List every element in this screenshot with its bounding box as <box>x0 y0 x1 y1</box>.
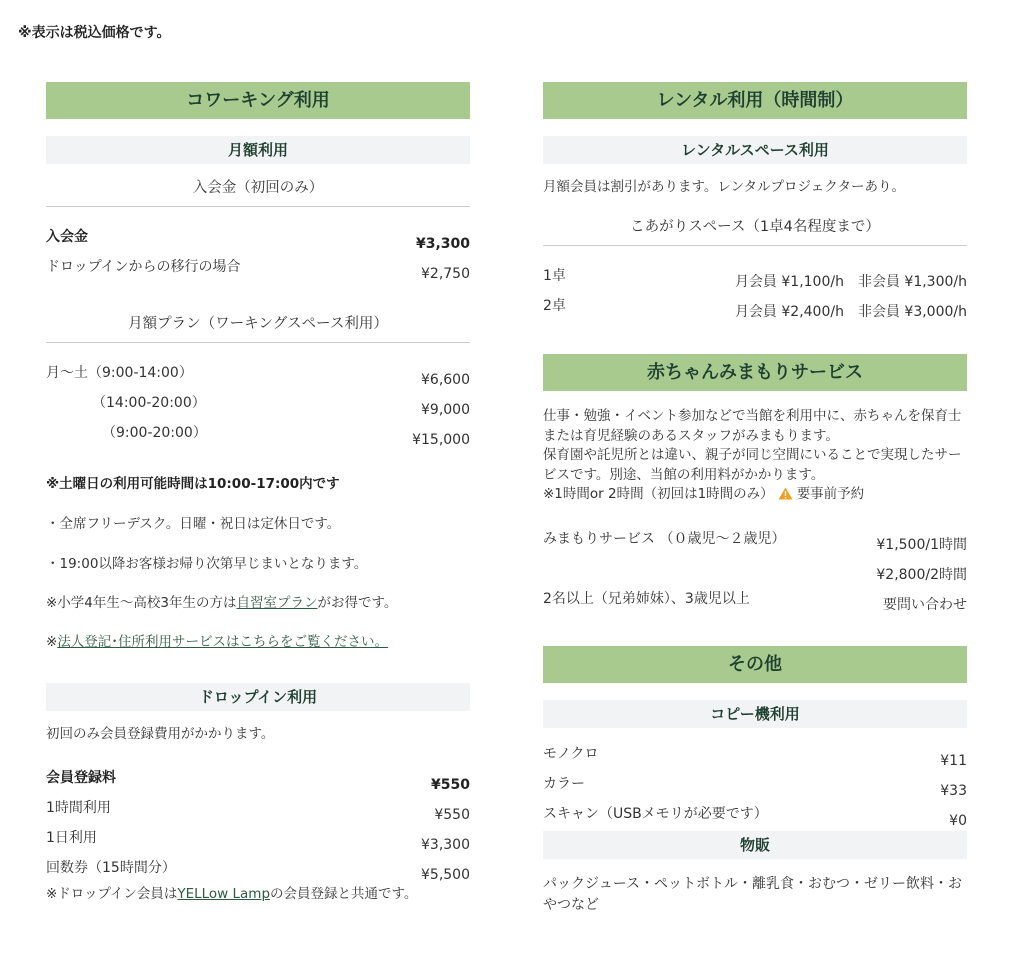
baby-label: 2名以上（兄弟姉妹）、3歳児以上 <box>543 591 750 607</box>
baby-value: ¥1,500/1時間 <box>876 537 967 553</box>
dropin-title: ドロップイン利用 <box>46 683 470 711</box>
dropin-value: ¥5,500 <box>421 867 470 883</box>
plan-value: ¥9,000 <box>421 402 470 418</box>
dropin-label: 回数券（15時間分） <box>46 860 176 876</box>
baby-row <box>543 586 967 616</box>
plan-row <box>46 420 470 450</box>
baby-row <box>543 556 967 586</box>
corporate-registration-link[interactable]: 法人登記･住所利用サービスはこちらをご覧ください。 <box>57 634 389 650</box>
koagari-list <box>543 263 967 323</box>
student-note-suffix: がお得です。 <box>317 595 398 611</box>
koagari-header: こあがりスペース（1卓4名程度まで） <box>543 215 967 246</box>
entry-label: ドロップインからの移行の場合 <box>46 259 241 275</box>
plan-label: （14:00-20:00） <box>92 395 206 411</box>
entry-row <box>46 254 470 284</box>
baby-desc2: 保育園や託児所とは違い、親子が同じ空間にいることで実現したサービスです。別途、当館の利用料がかかります。 <box>543 447 962 483</box>
koagari-row <box>543 263 967 293</box>
copy-label: カラー <box>543 776 585 792</box>
copy-row <box>543 771 967 801</box>
student-note-prefix: ※小学4年生〜高校3年生の方は <box>46 595 237 611</box>
rental-title: レンタル利用（時間制） <box>543 82 967 119</box>
warning-icon <box>778 486 793 506</box>
baby-desc3-prefix: ※1時間or 2時間（初回は1時間のみ） <box>543 486 774 502</box>
rental-space-title: レンタルスペース利用 <box>543 136 967 164</box>
rental-intro: 月額会員は割引があります。レンタルプロジェクターあり。 <box>543 179 906 195</box>
plan-header: 月額プラン（ワーキングスペース利用） <box>46 312 470 343</box>
dropin-label: 1時間利用 <box>46 800 111 816</box>
monthly-title: 月額利用 <box>46 136 470 164</box>
entry-label: 入会金 <box>46 229 88 245</box>
entry-list <box>46 224 470 284</box>
baby-desc3-suffix: 要事前予約 <box>796 486 865 502</box>
dropin-intro: 初回のみ会員登録費用がかかります。 <box>46 726 275 742</box>
dropin-label: 会員登録料 <box>46 770 116 786</box>
koagari-label: 1卓 <box>543 268 566 284</box>
copy-row <box>543 741 967 771</box>
copy-label: モノクロ <box>543 746 599 762</box>
copy-title: コピー機利用 <box>543 700 967 728</box>
copy-list <box>543 741 967 831</box>
copy-value: ¥0 <box>949 813 967 829</box>
baby-desc3 <box>543 484 967 506</box>
plan-label: （9:00-20:00） <box>102 425 207 441</box>
baby-value: 要問い合わせ <box>883 597 967 613</box>
dropin-row <box>46 855 470 885</box>
entry-value: ¥3,300 <box>415 236 470 252</box>
dropin-value: ¥550 <box>431 777 470 793</box>
baby-list <box>543 526 967 616</box>
other-title: その他 <box>543 646 967 683</box>
yellow-lamp-link[interactable]: YELLow Lamp <box>177 886 271 902</box>
dropin-label: 1日利用 <box>46 830 97 846</box>
after19-note: ・19:00以降お客様お帰り次第早じまいとなります。 <box>46 556 368 572</box>
baby-title: 赤ちゃんみまもりサービス <box>543 354 967 391</box>
dropin-list <box>46 765 470 885</box>
free-desk-note: ・全席フリーデスク。日曜・祝日は定休日です。 <box>46 516 341 532</box>
dropin-row <box>46 795 470 825</box>
koagari-value: 月会員 ¥1,100/h 非会員 ¥1,300/h <box>734 274 967 290</box>
entry-value: ¥2,750 <box>421 266 470 282</box>
koagari-label: 2卓 <box>543 298 566 314</box>
baby-row <box>543 526 967 556</box>
saturday-note: ※土曜日の利用可能時間は10:00-17:00内です <box>46 476 340 492</box>
tax-notice: ※表示は税込価格です。 <box>18 25 171 41</box>
koagari-row <box>543 293 967 323</box>
corp-note-prefix: ※ <box>46 634 58 650</box>
dropin-value: ¥3,300 <box>421 837 470 853</box>
plan-value: ¥6,600 <box>421 372 470 388</box>
dropin-note-prefix: ※ドロップイン会員は <box>46 886 178 902</box>
baby-label: みまもりサービス （０歳児〜２歳児） <box>543 531 786 547</box>
plan-row <box>46 360 470 390</box>
copy-value: ¥33 <box>940 783 967 799</box>
dropin-note <box>46 884 470 904</box>
entry-row <box>46 224 470 254</box>
coworking-title: コワーキング利用 <box>46 82 470 119</box>
sales-desc: パックジュース・ペットボトル・離乳食・おむつ・ゼリー飲料・おやつなど <box>543 876 963 913</box>
baby-desc1: 仕事・勉強・イベント参加などで当館を利用中に、赤ちゃんを保育士または育児経験のあるスタッフがみまもります。 <box>543 408 962 444</box>
dropin-row <box>46 765 470 795</box>
entry-header: 入会金（初回のみ） <box>46 176 470 207</box>
plan-list <box>46 360 470 450</box>
dropin-value: ¥550 <box>434 807 470 823</box>
sales-title: 物販 <box>543 831 967 859</box>
dropin-row <box>46 825 470 855</box>
plan-value: ¥15,000 <box>412 432 470 448</box>
plan-label: 月〜土（9:00-14:00） <box>46 365 193 381</box>
corp-note <box>46 632 470 652</box>
study-room-plan-link[interactable]: 自習室プラン <box>236 595 318 611</box>
student-note <box>46 593 470 613</box>
copy-value: ¥11 <box>940 753 967 769</box>
copy-label: スキャン（USBメモリが必要です） <box>543 806 768 822</box>
koagari-value: 月会員 ¥2,400/h 非会員 ¥3,000/h <box>734 304 967 320</box>
copy-row <box>543 801 967 831</box>
plan-row <box>46 390 470 420</box>
baby-value: ¥2,800/2時間 <box>876 567 967 583</box>
dropin-note-suffix: の会員登録と共通です。 <box>270 886 418 902</box>
